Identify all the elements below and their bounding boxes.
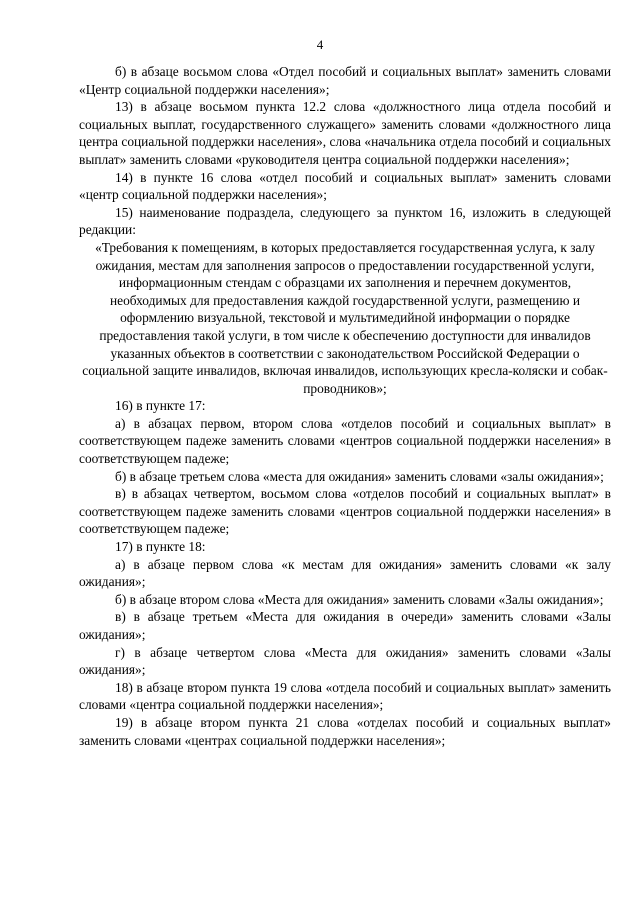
page-number: 4	[316, 37, 324, 52]
paragraph: а) в абзацах первом, втором слова «отделов пособий и социальных выплат» в соответствующем падеже заменить словами «центров социальной поддержки населения» в соответствующем падеже;	[79, 415, 611, 467]
paragraph: а) в абзаце первом слова «к местам для ожидания» заменить словами «к залу ожидания»;	[79, 556, 611, 590]
paragraph: в) в абзаце третьем «Места для ожидания в очереди» заменить словами «Залы ожидания»;	[79, 609, 611, 642]
paragraph: в) в абзацах четвертом, восьмом слова «отделов пособий и социальных выплат» в соответствующем падеже заменить словами «центров социальной поддержки населения» в соответствующем падеже;	[79, 486, 611, 537]
paragraph: 14) в пункте 16 слова «отдел пособий и социальных выплат» заменить словами «центр социальной поддержки населения»;	[79, 169, 611, 203]
paragraph: б) в абзаце восьмом слова «Отдел пособий и социальных выплат» заменить словами «Центр социальной поддержки населения»;	[79, 64, 611, 97]
paragraph: 13) в абзаце восьмом пункта 12.2 слова «должностного лица отдела пособий и социальных выплат, государственного служащего» заменить словами «должностного лица центра социальной поддержки населения», слова «начальника отдела пособий и социальных выплат» заменить словами «руководителя центра социальной поддержки населения»;	[79, 99, 611, 167]
paragraph: г) в абзаце четвертом слова «Места для ожидания» заменить словами «Залы ожидания»;	[79, 644, 611, 678]
paragraph: 19) в абзаце втором пункта 21 слова «отделах пособий и социальных выплат» заменить словами «центрах социальной поддержки населения»;	[79, 714, 611, 748]
paragraph: 17) в пункте 18:	[115, 539, 206, 555]
paragraph: б) в абзаце втором слова «Места для ожидания» заменить словами «Залы ожидания»;	[115, 591, 604, 607]
subsection-heading: «Требования к помещениям, в которых предоставляется государственная услуга, к залу ожидания, местам для заполнения запросов о предоставлении государственной услуги, информационным стендам с образцами их заполнения и перечнем документов, необходимых для предоставления каждой государственной услуги, размещению и оформлению визуальной, текстовой и мультимедийной информации о порядке предоставления такой услуги, в том числе к обеспечению доступности для инвалидов указанных объектов в соответствии с законодательством Российской Федерации о социальной защите инвалидов, включая инвалидов, использующих кресла-коляски и собак-проводников»;	[82, 239, 608, 396]
paragraph: 15) наименование подраздела, следующего за пунктом 16, изложить в следующей редакции:	[79, 204, 611, 238]
paragraph: б) в абзаце третьем слова «места для ожидания» заменить словами «залы ожидания»;	[115, 468, 604, 484]
document-body	[79, 63, 611, 749]
paragraph: 18) в абзаце втором пункта 19 слова «отдела пособий и социальных выплат» заменить словами «центра социальной поддержки населения»;	[79, 679, 611, 713]
paragraph: 16) в пункте 17:	[115, 398, 206, 414]
